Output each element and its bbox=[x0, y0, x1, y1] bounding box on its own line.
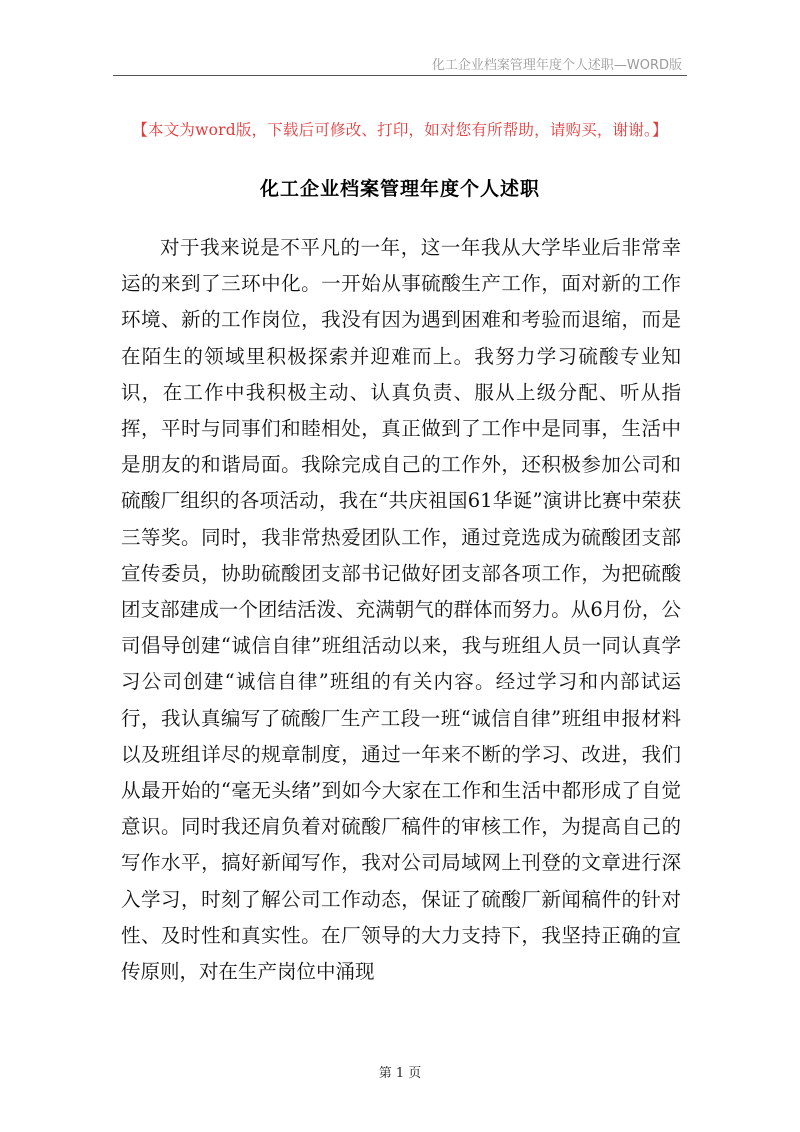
header-divider bbox=[113, 75, 687, 76]
page-number: 第 1 页 bbox=[378, 1066, 422, 1081]
page-title: 化工企业档案管理年度个人述职 bbox=[259, 178, 540, 200]
body-paragraph: 对于我来说是不平凡的一年，这一年我从大学毕业后非常幸运的来到了三环中化。一开始从事硫酸生产工作，面对新的工作环境、新的工作岗位，我没有因为遇到困难和考验而退缩，而是在陌生的领域里积极探索并迎难而上。我努力学习硫酸专业知识，在工作中我积极主动、认真负责、服从上级分配、听从指挥，平时与同事们和睦相处，真正做到了工作中是同事，生活中是朋友的和谐局面。我除完成自己的工作外，还积极参加公司和硫酸厂组织的各项活动，我在“共庆祖国61华诞”演讲比赛中荣获三等奖。同时，我非常热爱团队工作，通过竞选成为硫酸团支部宣传委员，协助硫酸团支部书记做好团支部各项工作，为把硫酸团支部建成一个团结活泼、充满朝气的群体而努力。从6月份，公司倡导创建“诚信自律”班组活动以来，我与班组人员一同认真学习公司创建“诚信自律”班组的有关内容。经过学习和内部试运行，我认真编写了硫酸厂生产工段一班“诚信自律”班组申报材料以及班组详尽的规章制度，通过一年来不断的学习、改进，我们从最开始的“毫无头绪”到如今大家在工作和生活中都形成了自觉意识。同时我还肩负着对硫酸厂稿件的审核工作，为提高自己的写作水平，搞好新闻写作，我对公司局域网上刊登的文章进行深入学习，时刻了解公司工作动态，保证了硫酸厂新闻稿件的针对性、及时性和真实性。在厂领导的大力支持下，我坚持正确的宣传原则，对在生产岗位中涌现 bbox=[121, 236, 681, 984]
purchase-notice: 【本文为word版，下载后可修改、打印，如对您有所帮助，请购买，谢谢。】 bbox=[132, 121, 668, 139]
running-header: 化工企业档案管理年度个人述职—WORD版 bbox=[431, 58, 682, 73]
